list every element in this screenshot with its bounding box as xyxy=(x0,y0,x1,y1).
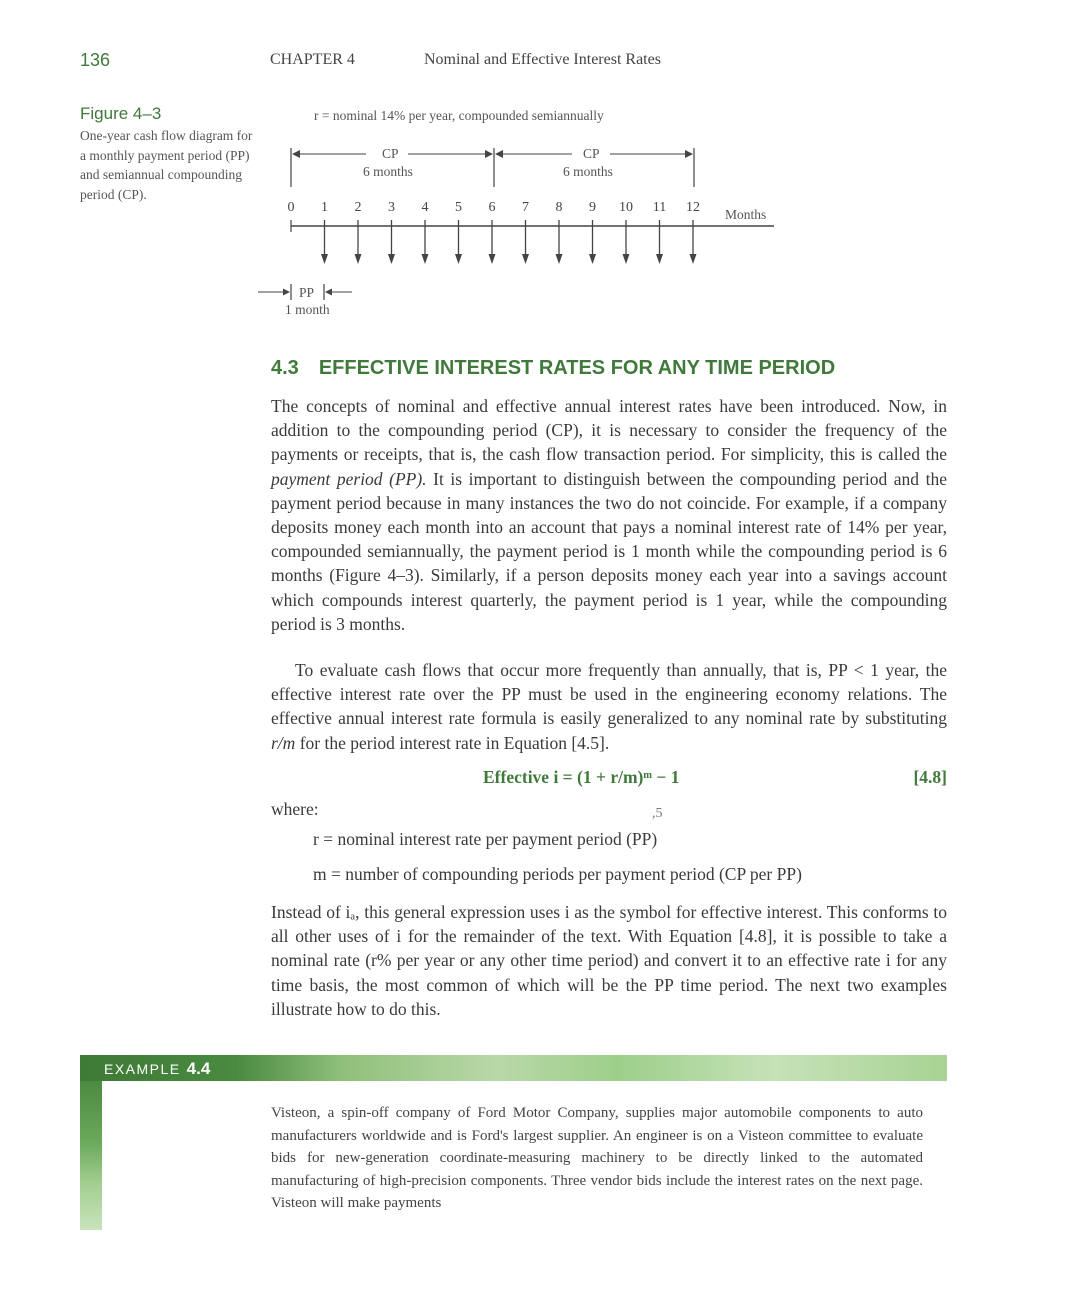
arrow-head xyxy=(422,254,429,264)
figure-title: r = nominal 14% per year, compounded semiannually xyxy=(314,108,604,123)
section-number: 4.3 xyxy=(271,357,299,379)
r-definition: r = nominal interest rate per payment period (PP) xyxy=(313,829,658,849)
paragraph-3: Instead of iₐ, this general expression uses i as the symbol for effective interest. This conforms to all other uses of i for the remainder of the text. With Equation [4.8], it is possible to take a nominal rate (r% per year or any other time period) and convert it to an effective rate i for any time basis, the most common of which will be the PP time period. The next two examples illustrate how to do this. xyxy=(271,902,947,1019)
tick-label: 6 xyxy=(488,200,496,215)
where-label: where: xyxy=(271,799,319,819)
section-title: EFFECTIVE INTEREST RATES FOR ANY TIME PERIOD xyxy=(318,357,836,379)
tick-label: 3 xyxy=(388,200,395,215)
example-side-bar xyxy=(80,1081,102,1230)
section-heading xyxy=(271,357,835,380)
pp-duration: 1 month xyxy=(285,302,330,317)
arrow-head xyxy=(589,254,596,264)
figure-label: Figure 4–3 xyxy=(80,104,162,123)
example-label xyxy=(104,1059,210,1079)
p1-text-b: It is important to distinguish between the compounding period and the payment period because in many instances the two do not coincide. For example, if a company deposits money each month into an account that pays a nominal interest rate of 14% per year, compounded semiannually, the payment period is 1 month while the compounding period is 6 months (Figure 4–3). Similarly, if a person deposits money each year into a savings account which compounds interest quarterly, the payment period is 1 year, while the compounding period is 3 months. xyxy=(271,468,947,634)
p2-emphasis: r/m xyxy=(271,732,296,753)
equation-number: [4.8] xyxy=(913,767,947,787)
arrow-head xyxy=(623,254,630,264)
equation: Effective i = (1 + r/m)ᵐ − 1 xyxy=(483,767,680,787)
example-number: 4.4 xyxy=(186,1059,211,1078)
arrow-head xyxy=(656,254,663,264)
pp-label: PP xyxy=(299,285,315,300)
tick-label: 10 xyxy=(619,200,633,215)
p1-text-a: The concepts of nominal and effective annual interest rates have been introduced. Now, in addition to the compounding period (CP), it is necessary to consider the frequency of the payments or receipts, that is, the cash flow transaction period. For simplicity, this is called the xyxy=(271,396,947,465)
arrow-head xyxy=(489,254,496,264)
tick-label: 12 xyxy=(686,200,700,215)
paragraph-2 xyxy=(271,658,947,755)
example-text: Visteon, a spin-off company of Ford Motor Company, supplies major automobile components to auto manufacturers worldwide and is Ford's largest supplier. An engineer is on a Visteon committee to evaluate bids for new-generation coordinate-measuring machinery to be directly linked to the automated manufacturing of high-precision components. Three vendor bids include the interest rates on the next page. Visteon will make payments xyxy=(271,1105,923,1211)
chapter-title: Nominal and Effective Interest Rates xyxy=(424,51,661,68)
margin-mark: ,5 xyxy=(652,806,663,821)
arrow-head xyxy=(556,254,563,264)
cp-label-1: CP xyxy=(382,146,399,161)
arrow-head xyxy=(522,254,529,264)
arrow-head xyxy=(690,254,697,264)
cp-label-2: CP xyxy=(583,146,600,161)
tick-label: 9 xyxy=(589,200,596,215)
tick-label: 11 xyxy=(652,200,667,215)
p2-text-b: for the period interest rate in Equation [4.5]. xyxy=(295,732,610,753)
figure-caption: One-year cash flow diagram for a monthly payment period (PP) and semiannual compounding period (CP). xyxy=(80,128,253,202)
tick-label: 4 xyxy=(421,200,429,215)
example-word: EXAMPLE xyxy=(104,1061,181,1077)
cp-duration-1: 6 months xyxy=(363,164,413,179)
arrow-head xyxy=(455,254,462,264)
arrow-head xyxy=(321,254,328,264)
axis-unit-label: Months xyxy=(725,207,767,222)
arrow-head xyxy=(388,254,395,264)
cp-duration-2: 6 months xyxy=(563,164,613,179)
tick-label: 0 xyxy=(287,200,295,215)
arrow-head xyxy=(355,254,362,264)
chapter-label: CHAPTER 4 xyxy=(270,51,355,68)
tick-label: 8 xyxy=(555,200,563,215)
m-definition: m = number of compounding periods per payment period (CP per PP) xyxy=(313,864,802,884)
tick-label: 1 xyxy=(321,200,328,215)
p2-text-a: To evaluate cash flows that occur more frequently than annually, that is, PP < 1 year, the effective interest rate over the PP must be used in the engineering economy relations. The effective annual interest rate formula is easily generalized to any nominal rate by substituting xyxy=(271,660,947,729)
tick-label: 7 xyxy=(522,200,529,215)
p1-emphasis: payment period (PP). xyxy=(271,468,427,489)
tick-label: 2 xyxy=(354,200,362,215)
page-number: 136 xyxy=(80,50,111,70)
tick-label: 5 xyxy=(455,200,462,215)
paragraph-1 xyxy=(271,394,947,636)
